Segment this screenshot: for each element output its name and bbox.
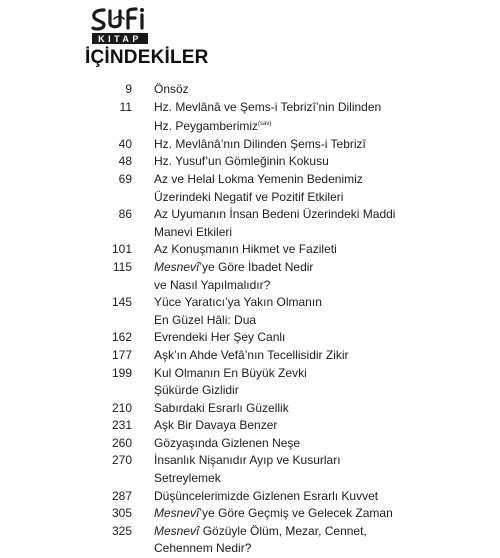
toc-page-number: 86 (118, 207, 132, 222)
toc-entry (0, 347, 500, 365)
toc-title-line (154, 488, 414, 506)
toc-page-number: 40 (118, 136, 132, 151)
toc-title-line (154, 259, 414, 277)
toc-entry-title (154, 241, 414, 259)
toc-text: Hz. Mevlânâ ve Şems-i Tebrizî’nin Dilinden (154, 99, 382, 114)
toc-entry-title (154, 171, 414, 206)
toc-entry (0, 488, 500, 506)
toc-entry (0, 136, 500, 154)
toc-text: Aşk’ın Ahde Vefâ’nın Tecellisidir Zikir (154, 347, 349, 362)
toc-entry (0, 171, 500, 206)
toc-entry-title (154, 294, 414, 329)
toc-entry (0, 505, 500, 523)
toc-italic-text: Mesnevî (154, 259, 200, 274)
toc-page-number: 177 (111, 347, 132, 362)
toc-text: Düşüncelerimizde Gizlenen Esrarlı Kuvvet (154, 488, 379, 503)
toc-entry (0, 417, 500, 435)
toc-entry-title (154, 206, 414, 241)
toc-entry-title (154, 153, 414, 171)
toc-page-number: 287 (111, 488, 132, 503)
toc-entry-title (154, 452, 414, 487)
toc-title-line (154, 189, 414, 207)
toc-title-line (154, 99, 414, 117)
toc-page-number: 199 (111, 365, 132, 380)
toc-entry (0, 435, 500, 453)
toc-entry-title (154, 347, 414, 365)
toc-text: Yüce Yaratıcı’ya Yakın Olmanın (154, 295, 322, 310)
toc-entry (0, 259, 500, 294)
toc-superscript-text: (sav) (258, 121, 272, 128)
toc-title-line (154, 365, 414, 383)
toc-entry-title (154, 505, 414, 523)
toc-text: ve Nasıl Yapılmalıdır? (154, 277, 271, 292)
toc-title-line (154, 470, 414, 488)
toc-entry (0, 523, 500, 558)
publisher-logo (90, 6, 164, 46)
toc-text: Hz. Peygamberimiz (154, 119, 259, 134)
toc-title-line (154, 241, 414, 259)
page-title: İÇİNDEKİLER (85, 47, 209, 68)
toc-title-line (154, 382, 414, 400)
toc-title-line (154, 206, 414, 224)
toc-entry (0, 365, 500, 400)
toc-title-line (154, 171, 414, 189)
toc-italic-text: Mesnevî (154, 506, 200, 521)
toc-entry-title (154, 523, 414, 558)
toc-page-number: 210 (111, 400, 132, 415)
toc-title-line (154, 116, 414, 136)
toc-page-number: 115 (112, 259, 132, 274)
toc-text: Gözüyle Ölüm, Mezar, Cennet, (199, 523, 367, 538)
toc-page-number: 260 (111, 435, 132, 450)
toc-page-number: 270 (111, 453, 132, 468)
toc-text: En Güzel Hâli: Dua (154, 312, 257, 327)
toc-text: İnsanlık Nişanıdır Ayıp ve Kusurları (154, 453, 341, 468)
toc-page-number: 69 (118, 171, 132, 186)
toc-entry-title (154, 488, 414, 506)
toc-entry-title (154, 259, 414, 294)
toc-text: Aşk Bir Davaya Benzer (154, 418, 278, 433)
toc-entry (0, 452, 500, 487)
toc-page-number: 145 (111, 295, 132, 310)
toc-entry-title (154, 365, 414, 400)
toc-title-line (154, 523, 414, 541)
toc-entry (0, 400, 500, 418)
toc-title-line (154, 452, 414, 470)
toc-text: Az Konuşmanın Hikmet ve Fazileti (154, 242, 337, 257)
toc-page-number: 48 (118, 154, 132, 169)
toc-title-line (154, 312, 414, 330)
toc-entry (0, 329, 500, 347)
toc-text: Az ve Helal Lokma Yemenin Bedenimiz (154, 171, 363, 186)
toc-text: Şükürde Gizlidir (154, 383, 239, 398)
toc-title-line (154, 329, 414, 347)
toc-page-number: 9 (125, 82, 132, 96)
toc-page-number: 305 (111, 506, 132, 521)
toc-text: Kul Olmanın En Büyük Zevki (154, 365, 307, 380)
toc-text: Az Uyumanın İnsan Bedeni Üzerindeki Maddi (154, 207, 396, 222)
toc-title-line (154, 417, 414, 435)
toc-text: Hz. Mevlânâ’nın Dilinden Şems-i Tebrizî (154, 136, 366, 151)
toc-title-line (154, 435, 414, 453)
toc-page-number: 11 (119, 99, 132, 114)
toc-text: ’ye Göre Geçmiş ve Gelecek Zaman (199, 506, 393, 521)
toc-text: ’ye Göre İbadet Nedir (199, 259, 314, 274)
toc-entry-title (154, 136, 414, 154)
sufi-kitap-logo-icon (90, 6, 164, 46)
toc-text: Cehennem Nedir? (154, 541, 252, 556)
toc-entry-title (154, 81, 414, 99)
toc-title-line (154, 224, 414, 242)
toc-text: Üzerindeki Negatif ve Pozitif Etkileri (154, 189, 344, 204)
toc-title-line (154, 153, 414, 171)
toc-text: Evrendeki Her Şey Canlı (154, 330, 286, 345)
toc-text: Önsöz (154, 82, 189, 96)
toc-title-line (154, 540, 414, 558)
toc-entry-title (154, 400, 414, 418)
toc-title-line (154, 400, 414, 418)
toc-text: Manevi Etkileri (154, 224, 233, 239)
toc-title-line (154, 136, 414, 154)
toc-page-number: 101 (111, 242, 132, 257)
toc-text: Setreylemek (154, 471, 221, 486)
toc-entry-title (154, 329, 414, 347)
toc-entry (0, 153, 500, 171)
toc-text: Hz. Yusuf’un Gömleğinin Kokusu (154, 154, 329, 169)
toc-italic-text: Mesnevî (154, 523, 200, 538)
toc-entry (0, 81, 500, 99)
toc-entry-title (154, 417, 414, 435)
toc-entry (0, 206, 500, 241)
toc-title-line (154, 347, 414, 365)
toc-page-number: 231 (111, 418, 132, 433)
toc-entry (0, 99, 500, 136)
toc-text: Sabırdaki Esrarlı Güzellik (154, 400, 289, 415)
toc-entry (0, 294, 500, 329)
toc-entry-title (154, 435, 414, 453)
toc-title-line (154, 294, 414, 312)
toc-page-number: 325 (111, 523, 132, 538)
toc-entry-title (154, 99, 414, 136)
toc-entry (0, 241, 500, 259)
toc-text: Gözyaşında Gizlenen Neşe (154, 435, 301, 450)
toc-title-line (154, 277, 414, 295)
toc-page-number: 162 (111, 330, 132, 345)
table-of-contents (0, 81, 500, 558)
logo-kitap-text: KITAP (98, 34, 142, 44)
toc-title-line (154, 81, 414, 99)
toc-title-line (154, 505, 414, 523)
